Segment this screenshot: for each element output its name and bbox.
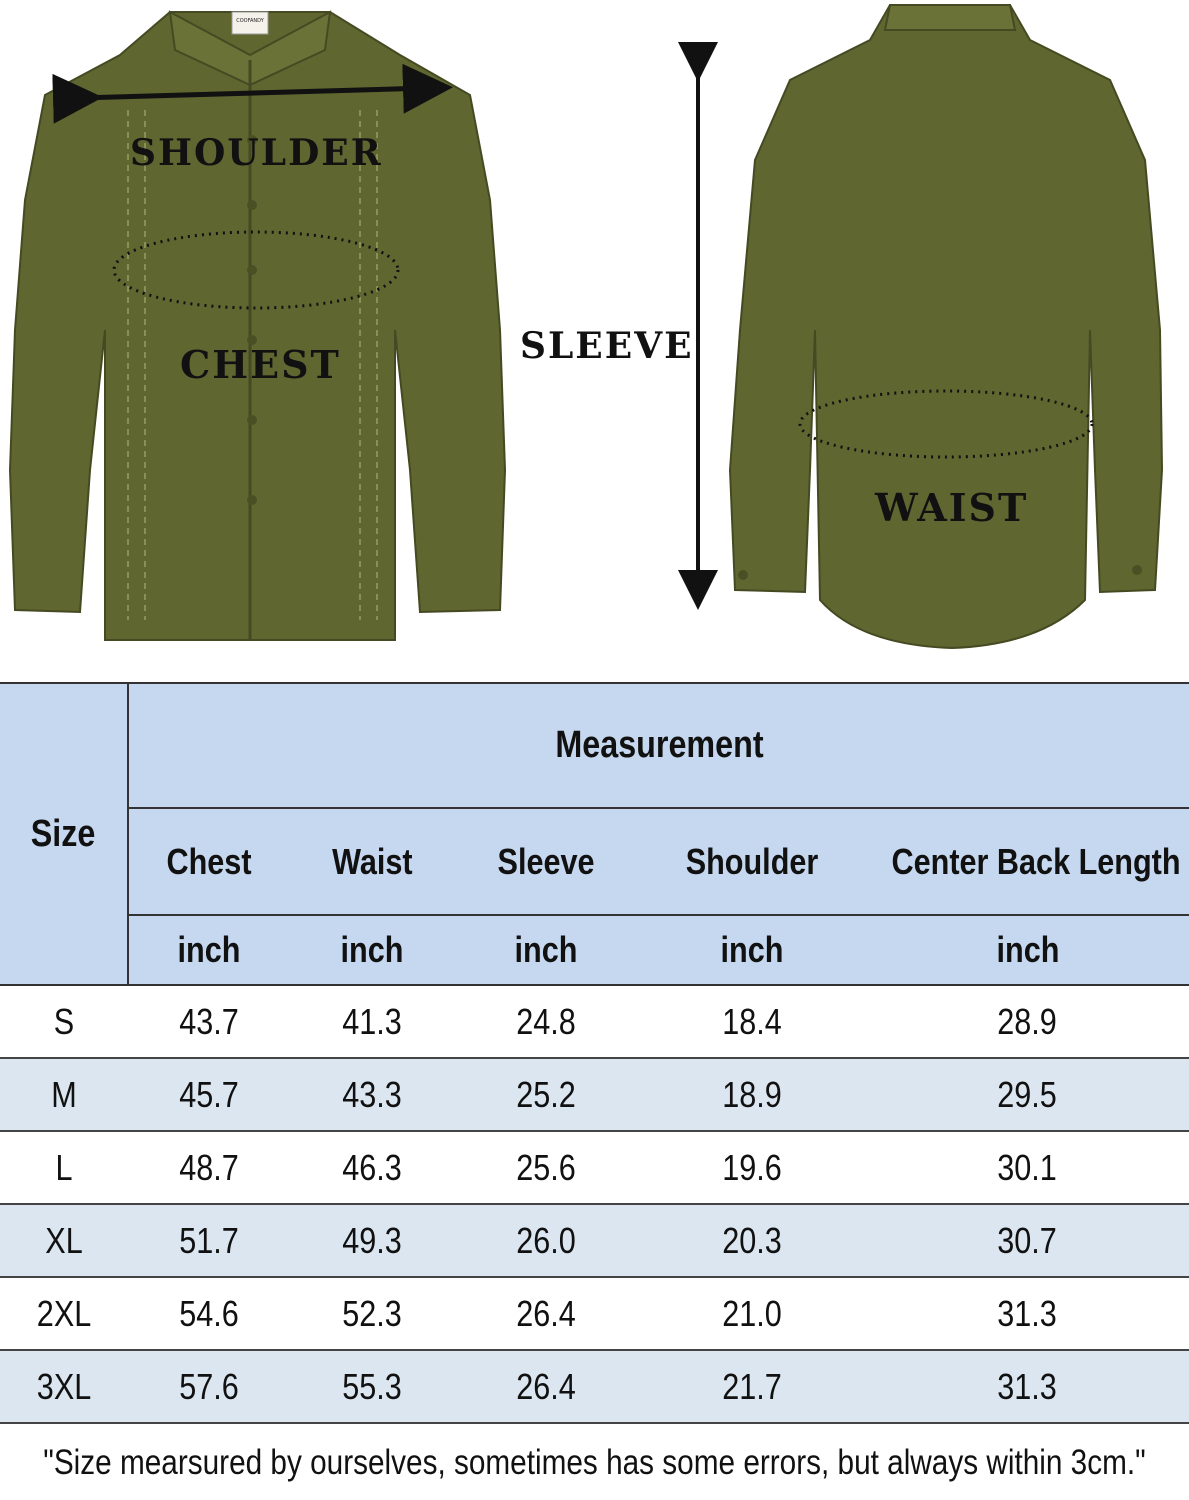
size-cell: 3XL [0, 1350, 128, 1423]
unit-shoulder: inch [638, 915, 866, 985]
center-back-length-cell: 31.3 [866, 1277, 1189, 1350]
size-note: "Size mearsured by ourselves, sometimes has some errors, but always within 3cm." [43, 1443, 1146, 1482]
center-back-length-cell: 30.7 [866, 1204, 1189, 1277]
unit-waist: inch [290, 915, 455, 985]
shoulder-label: SHOULDER [130, 132, 383, 174]
shoulder-cell: 19.6 [638, 1131, 866, 1204]
sleeve-cell: 26.4 [455, 1350, 638, 1423]
unit-chest: inch [128, 915, 290, 985]
table-row [0, 1350, 1189, 1423]
size-cell: S [0, 985, 128, 1058]
chest-cell: 45.7 [128, 1058, 290, 1131]
sleeve-label: SLEEVE [520, 325, 694, 367]
sleeve-cell: 25.6 [455, 1131, 638, 1204]
back-shirt [730, 5, 1162, 648]
center-back-length-cell: 28.9 [866, 985, 1189, 1058]
col-chest: Chest [128, 808, 290, 915]
chest-cell: 43.7 [128, 985, 290, 1058]
measurement-header: Measurement [128, 683, 1189, 808]
col-center-back-length: Center Back Length [866, 808, 1189, 915]
col-sleeve: Sleeve [455, 808, 638, 915]
unit-center-back-length: inch [866, 915, 1189, 985]
shoulder-cell: 18.4 [638, 985, 866, 1058]
size-cell: XL [0, 1204, 128, 1277]
table-row [0, 1204, 1189, 1277]
table-row [0, 1131, 1189, 1204]
center-back-length-cell: 31.3 [866, 1350, 1189, 1423]
waist-cell: 52.3 [290, 1277, 455, 1350]
waist-label: WAIST [875, 485, 1029, 530]
chest-cell: 51.7 [128, 1204, 290, 1277]
shoulder-cell: 21.0 [638, 1277, 866, 1350]
sleeve-cell: 24.8 [455, 985, 638, 1058]
size-chart-table [0, 682, 1189, 1424]
col-shoulder: Shoulder [638, 808, 866, 915]
shirt-figure [0, 0, 1189, 680]
waist-cell: 55.3 [290, 1350, 455, 1423]
chest-cell: 54.6 [128, 1277, 290, 1350]
front-shirt [10, 12, 505, 640]
shoulder-cell: 21.7 [638, 1350, 866, 1423]
size-header: Size [0, 683, 128, 985]
table-row [0, 985, 1189, 1058]
size-cell: 2XL [0, 1277, 128, 1350]
size-cell: M [0, 1058, 128, 1131]
chest-cell: 57.6 [128, 1350, 290, 1423]
chest-cell: 48.7 [128, 1131, 290, 1204]
shoulder-cell: 20.3 [638, 1204, 866, 1277]
table-row [0, 1058, 1189, 1131]
center-back-length-cell: 29.5 [866, 1058, 1189, 1131]
brand-tag: COOFANDY [236, 18, 264, 24]
unit-sleeve: inch [455, 915, 638, 985]
sleeve-cell: 25.2 [455, 1058, 638, 1131]
sleeve-cell: 26.4 [455, 1277, 638, 1350]
waist-cell: 41.3 [290, 985, 455, 1058]
center-back-length-cell: 30.1 [866, 1131, 1189, 1204]
waist-cell: 43.3 [290, 1058, 455, 1131]
size-cell: L [0, 1131, 128, 1204]
col-waist: Waist [290, 808, 455, 915]
waist-cell: 46.3 [290, 1131, 455, 1204]
table-row [0, 1277, 1189, 1350]
chest-label: CHEST [180, 342, 341, 387]
waist-cell: 49.3 [290, 1204, 455, 1277]
sleeve-cell: 26.0 [455, 1204, 638, 1277]
shoulder-cell: 18.9 [638, 1058, 866, 1131]
